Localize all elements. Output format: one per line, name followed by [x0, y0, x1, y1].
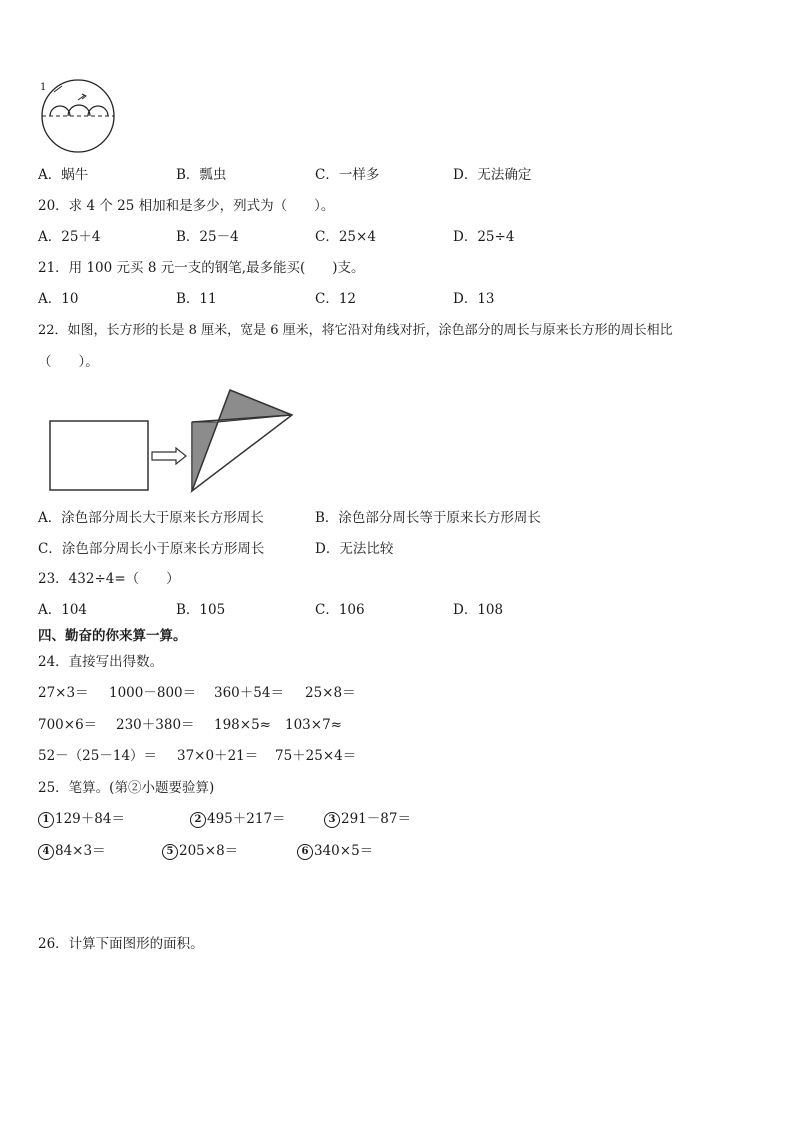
- q25-item-1: [38, 810, 125, 828]
- q21-option-c[interactable]: C．12: [315, 291, 357, 307]
- circled-number: 5: [162, 844, 178, 860]
- q26-stem: 26．计算下面图形的面积。: [38, 936, 204, 952]
- section-title: 四、勤奋的你来算一算。: [38, 628, 187, 644]
- q23-option-c[interactable]: C．106: [315, 602, 365, 618]
- q25-item-6-text: 340×5＝: [314, 843, 374, 859]
- circle-arcs-figure: [38, 78, 123, 153]
- q24-r2-4: 103×7≈: [285, 717, 342, 733]
- circled-number: 2: [190, 812, 206, 828]
- q25-item-5: [162, 842, 238, 860]
- q24-r1-1: 27×3＝: [38, 685, 89, 701]
- q19-option-c[interactable]: C．一样多: [315, 167, 380, 183]
- q23-option-d[interactable]: D．108: [453, 602, 504, 618]
- q20-option-c[interactable]: C．25×4: [315, 229, 376, 245]
- q20-option-d[interactable]: D．25÷4: [453, 229, 515, 245]
- q25-item-2: [190, 810, 286, 828]
- q25-stem: 25．笔算。(第②小题要验算): [38, 780, 215, 796]
- q24-r2-3: 198×5≈: [214, 717, 271, 733]
- q20-option-b[interactable]: B．25－4: [176, 229, 239, 245]
- circled-number: 4: [38, 844, 54, 860]
- q21-option-d[interactable]: D．13: [453, 291, 495, 307]
- rectangle-fold-figure: [48, 388, 298, 493]
- circled-number: 1: [38, 812, 54, 828]
- q25-item-2-text: 495＋217＝: [207, 811, 286, 827]
- q21-option-a[interactable]: A．10: [38, 291, 79, 307]
- q25-item-4: [38, 842, 106, 860]
- q22-option-c[interactable]: C．涂色部分周长小于原来长方形周长: [38, 541, 265, 557]
- circled-number: 3: [324, 812, 340, 828]
- q23-option-a[interactable]: A．104: [38, 602, 88, 618]
- q24-r2-2: 230＋380＝: [116, 717, 195, 733]
- q24-stem: 24．直接写出得数。: [38, 654, 164, 670]
- q19-option-a[interactable]: A．蜗牛: [38, 167, 89, 183]
- q20-option-a[interactable]: A．25＋4: [38, 229, 101, 245]
- q25-item-6: [297, 842, 373, 860]
- q19-option-b[interactable]: B．瓢虫: [176, 167, 227, 183]
- q21-option-b[interactable]: B．11: [176, 291, 217, 307]
- q25-item-5-text: 205×8＝: [179, 843, 239, 859]
- q24-r3-3: 75＋25×4＝: [275, 748, 357, 764]
- q24-r3-1: 52－（25－14）＝: [38, 748, 158, 764]
- q19-option-d[interactable]: D．无法确定: [453, 167, 532, 183]
- q22-option-d[interactable]: D．无法比较: [315, 541, 394, 557]
- q23-option-b[interactable]: B．105: [176, 602, 226, 618]
- q20-stem: 20．求 4 个 25 相加和是多少，列式为（ ）。: [38, 198, 335, 214]
- figure-label: 1: [40, 82, 47, 93]
- q22-stem-line1: 22．如图，长方形的长是 8 厘米，宽是 6 厘米，将它沿对角线对折，涂色部分的周长与原来长方形的周长相比: [38, 323, 673, 338]
- q22-stem-line2: （ ）。: [38, 354, 99, 370]
- q24-r1-4: 25×8＝: [305, 685, 356, 701]
- q25-item-3: [324, 810, 411, 828]
- q25-item-3-text: 291－87＝: [341, 811, 411, 827]
- q25-item-4-text: 84×3＝: [55, 843, 106, 859]
- q21-stem: 21．用 100 元买 8 元一支的钢笔,最多能买( )支。: [38, 260, 365, 276]
- q24-r1-2: 1000－800＝: [109, 685, 197, 701]
- q24-r1-3: 360＋54＝: [214, 685, 284, 701]
- q22-option-b[interactable]: B．涂色部分周长等于原来长方形周长: [315, 510, 541, 526]
- q25-item-1-text: 129＋84＝: [55, 811, 125, 827]
- q23-stem: 23．432÷4=（ ）: [38, 571, 180, 587]
- q24-r3-2: 37×0＋21＝: [177, 748, 259, 764]
- q24-r2-1: 700×6＝: [38, 717, 98, 733]
- q22-option-a[interactable]: A．涂色部分周长大于原来长方形周长: [38, 510, 264, 526]
- circled-number: 6: [297, 844, 313, 860]
